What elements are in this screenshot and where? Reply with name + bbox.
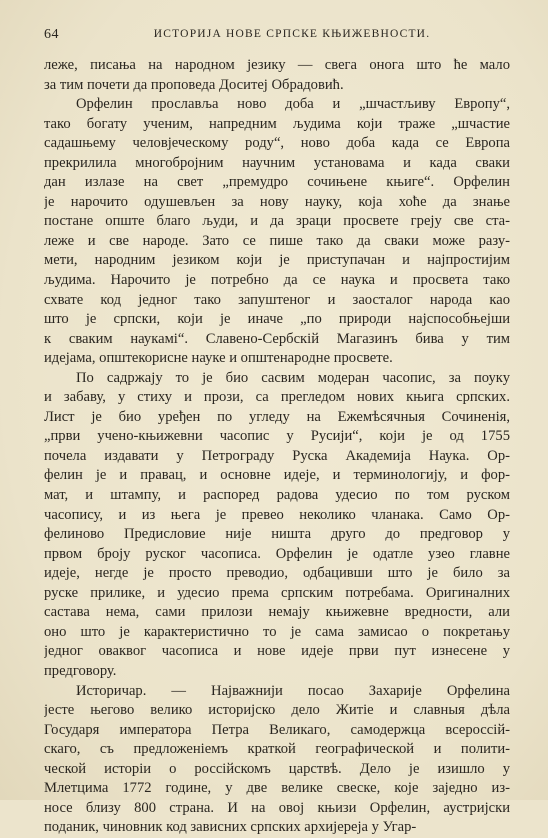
text-line: часопису, и из њега је превео неколико чланака. Само Ор- <box>44 506 510 523</box>
text-line: схвате код једног тако запуштеног и заосталог народа као <box>44 291 510 308</box>
text-line: је нарочито одушевљен за нову науку, која хоће да знање <box>44 193 510 210</box>
text-line: и забаву, у стиху и прози, са прегледом нових књига српских. <box>44 389 510 406</box>
text-line: једног оваквог часописа и нове идеје први пут изнесене у <box>44 643 510 660</box>
text-line: Государя императора Петра Великаго, самодержца всероссій- <box>44 721 510 738</box>
running-title: ИСТОРИЈА НОВЕ СРПСКЕ КЊИЖЕВНОСТИ. <box>153 28 431 40</box>
text-line: јесте његово велико историјско дело Житіе и славныя дѣла <box>44 702 510 719</box>
text-line: Лист је био уређен по угледу на Ежемѣсячныя Сочиненія, <box>44 408 510 425</box>
text-line: предговору. <box>44 662 117 679</box>
text-line: фелин је и правац, и основне идеје, и терминологију, и фор- <box>44 467 510 484</box>
text-line: састава нема, сами прилози немају књижевне вредности, али <box>44 604 510 621</box>
text-line: мат, и штампу, и распоред радова удесио по том руском <box>44 487 510 504</box>
text-line: тако богату ученим, напредним људима који траже „шчастие <box>44 115 510 132</box>
paragraph <box>44 682 510 838</box>
text-line: оно што је карактеристично то је сама замисао о покретању <box>44 623 510 640</box>
paragraph <box>44 95 510 369</box>
text-line: почела издавати у Петрограду Руска Академија Наука. Ор- <box>44 447 510 464</box>
text-line: мети, народним језиком који је приступачан и најпростијим <box>44 252 510 269</box>
text-line: прекрилила многобројним научним установама и када сваки <box>44 154 510 171</box>
text-line: за тим почети да проповеда Доситеј Обрадовић. <box>44 76 344 93</box>
text-line: скаго, съ предложеніемъ краткой географической и полити- <box>44 741 510 758</box>
text-line: Млетцима 1772 године, у две велике свеске, које заједно из- <box>44 780 510 797</box>
text-line: ческой исторіи о россійскомъ царствѣ. Дело је изишло у <box>44 760 510 777</box>
page-header <box>44 27 510 45</box>
text-line: По садржају то је био сасвим модеран часопис, за поуку <box>76 369 510 386</box>
text-line: „први учено-књижевни часопис у Русији“, који је од 1755 <box>44 428 510 445</box>
text-line: Историчар. — Најважнији посао Захарије Орфелина <box>76 682 510 699</box>
text-line: идеје, негде је просто преводио, одбацивши што је било за <box>44 565 510 582</box>
text-line: фелиново Предисловие није ништа друго до предговор у <box>44 526 510 543</box>
text-line: садашњему человјеческому роду“, ново доба када се Европа <box>44 135 510 152</box>
text-line: првом броју руског часописа. Орфелин је одатле узео главне <box>44 545 510 562</box>
page-number: 64 <box>44 27 59 42</box>
paragraph <box>44 369 510 682</box>
text-line: поданик, чиновник код зависних српских архијереја у Угар- <box>44 819 417 836</box>
text-line: идејама, општекорисне науке и општенародне просвете. <box>44 350 393 367</box>
text-line: дан излазе на свет „премудро сочињене књиге“. Орфелин <box>44 174 510 191</box>
text-line: носе близу 800 страна. И на овој књизи Орфелин, аустријски <box>44 799 510 816</box>
text-line: леже, писања на народном језику — свега онога што ће мало <box>44 57 510 73</box>
text-line: постане опште благо људи, и да зраци просвете греју све ста- <box>44 213 510 230</box>
text-line: руске прилике, и удесио према српским потребама. Оригиналних <box>44 584 510 601</box>
text-line: што је српски, који је иначе „по природи најспособњејши <box>44 311 510 328</box>
text-line: к сваким наукамі“. Славено-Сербскій Магазинъ бива у тим <box>44 330 510 347</box>
text-line: људима. Нарочито је потребно да се наука и просвета тако <box>44 272 510 289</box>
text-line: леже и све народе. Зато се пише тако да сваки може разу- <box>44 232 510 249</box>
body-text <box>44 56 510 838</box>
text-line: Орфелин прославља ново доба и „шчастљиву Европу“, <box>76 96 510 113</box>
paragraph <box>44 56 510 95</box>
